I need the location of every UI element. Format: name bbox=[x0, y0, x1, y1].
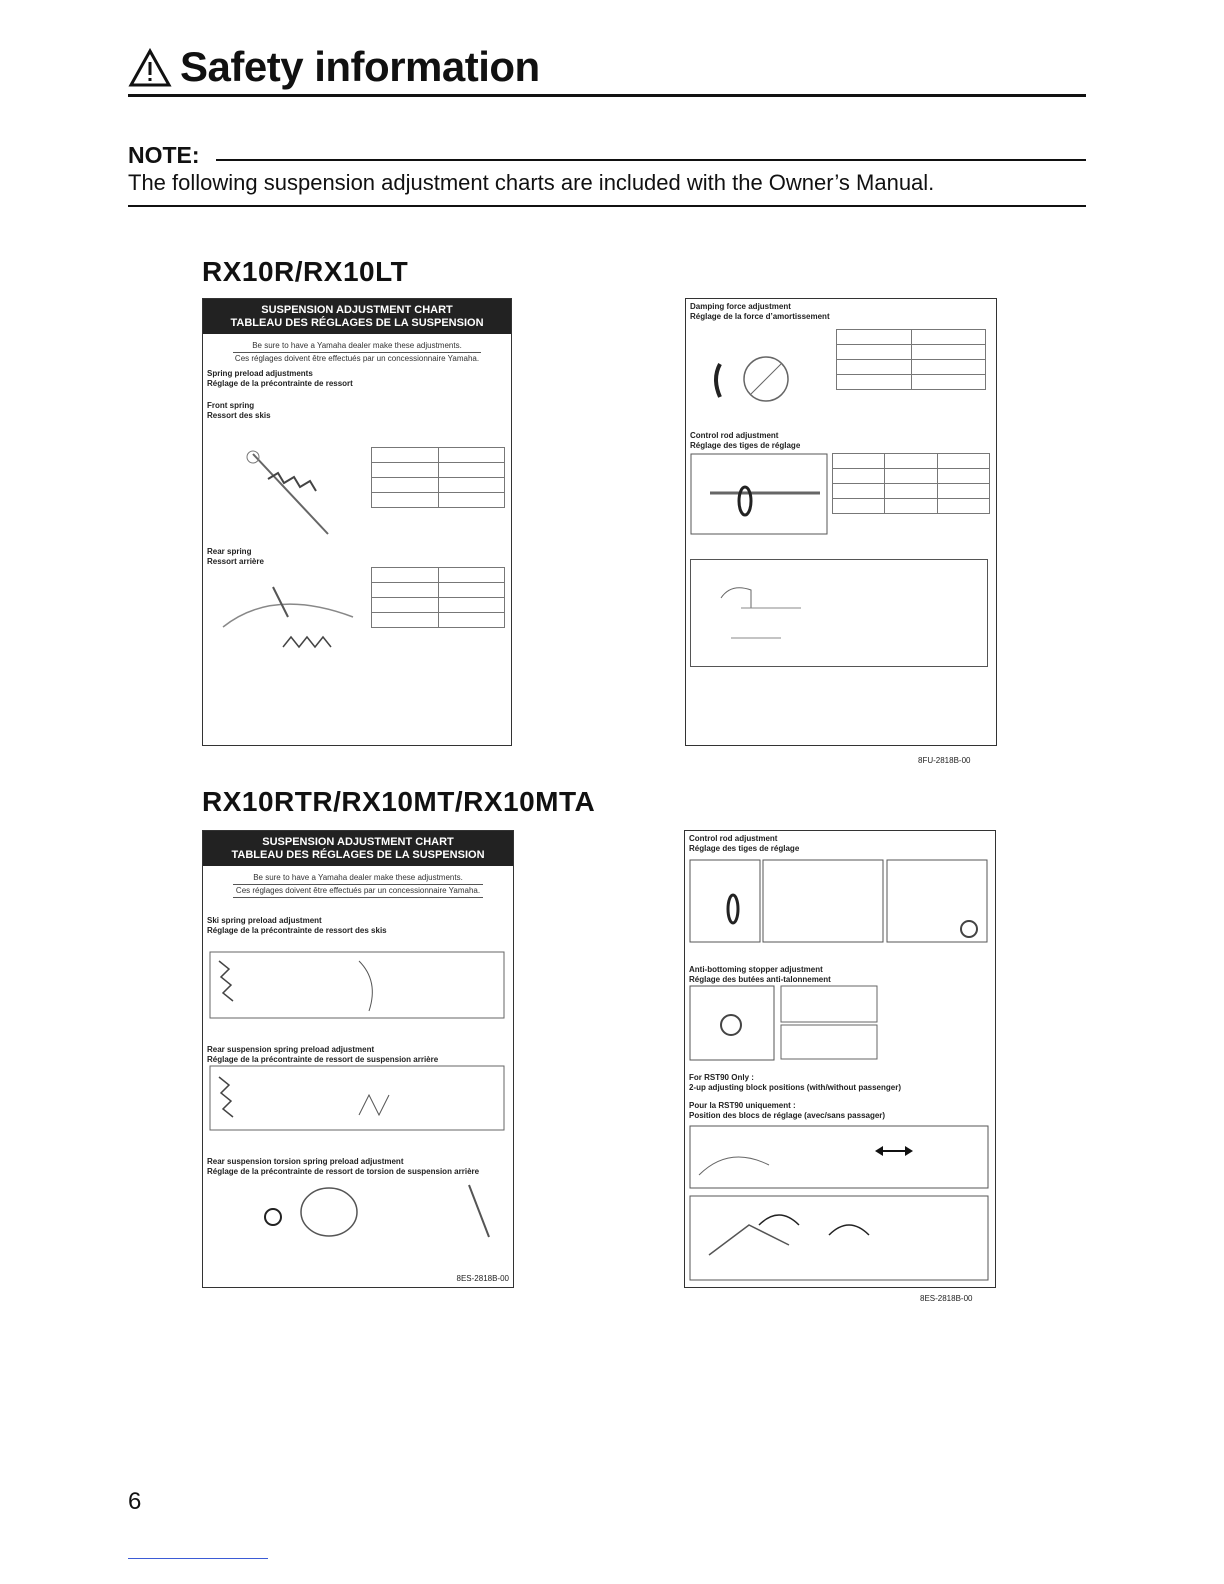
rear-susp-illustration bbox=[209, 1065, 505, 1131]
chart-title-fr: TABLEAU DES RÉGLAGES DE LA SUSPENSION bbox=[231, 849, 485, 861]
rear-spring-table bbox=[371, 567, 505, 628]
rear-spring-illustration bbox=[213, 567, 363, 657]
rear-susp-heading-fr: Réglage de la précontrainte de ressort de suspension arrière bbox=[207, 1055, 439, 1064]
ski-spring-heading-en: Ski spring preload adjustment bbox=[207, 916, 322, 925]
ski-spring-illustration bbox=[209, 951, 505, 1019]
damping-table bbox=[836, 329, 986, 390]
rear-susp-heading-en: Rear suspension spring preload adjustment bbox=[207, 1045, 375, 1054]
rear-spring-heading-en: Rear spring bbox=[207, 547, 252, 556]
chart-image-4 bbox=[684, 830, 996, 1288]
spring-preload-heading-fr: Réglage de la précontrainte de ressort bbox=[207, 379, 353, 388]
rst90-heading-en: For RST90 Only : bbox=[689, 1073, 754, 1082]
control-rod-heading-en: Control rod adjustment bbox=[690, 431, 779, 440]
chart-image-3 bbox=[202, 830, 514, 1288]
front-spring-heading-en: Front spring bbox=[207, 401, 255, 410]
rst90-heading-fr: Pour la RST90 uniquement : bbox=[689, 1101, 796, 1110]
adjuster-length-box bbox=[690, 559, 988, 667]
anti-bottoming-illustration bbox=[689, 985, 879, 1061]
section-header bbox=[128, 42, 1086, 97]
chart-title-en: SUSPENSION ADJUSTMENT CHART bbox=[262, 836, 454, 848]
rst90-heading-en-2: 2-up adjusting block positions (with/without passenger) bbox=[689, 1083, 902, 1092]
model-heading-2: RX10RTR/RX10MT/RX10MTA bbox=[202, 786, 596, 817]
damping-heading-fr: Réglage de la force d’amortissement bbox=[690, 312, 830, 321]
model-heading-1: RX10R/RX10LT bbox=[202, 256, 409, 287]
warning-triangle-icon bbox=[128, 48, 172, 88]
dealer-warning-fr: Ces réglages doivent être effectués par un concessionnaire Yamaha. bbox=[233, 885, 483, 898]
rst90-block-illustration bbox=[689, 1125, 989, 1189]
dealer-warning-fr: Ces réglages doivent être effectués par un concessionnaire Yamaha. bbox=[234, 354, 480, 363]
control-rod-illustration bbox=[690, 453, 830, 537]
torsion-heading-en: Rear suspension torsion spring preload adjustment bbox=[207, 1157, 404, 1166]
chart-title-en: SUSPENSION ADJUSTMENT CHART bbox=[261, 304, 453, 316]
page-title: Safety information bbox=[180, 43, 540, 90]
ski-spring-heading-fr: Réglage de la précontrainte de ressort des skis bbox=[207, 926, 387, 935]
control-rod-table bbox=[832, 453, 990, 514]
damping-dial-illustration bbox=[706, 339, 826, 419]
torsion-spring-illustration bbox=[209, 1177, 505, 1247]
rear-spring-heading-fr: Ressort arrière bbox=[207, 557, 264, 566]
damping-heading-en: Damping force adjustment bbox=[690, 302, 791, 311]
chart-header bbox=[203, 831, 513, 866]
control-rod-heading-fr: Réglage des tiges de réglage bbox=[689, 844, 800, 853]
control-rod-heading-en: Control rod adjustment bbox=[689, 834, 778, 843]
rst90-heading-fr-2: Position des blocs de réglage (avec/sans passager) bbox=[689, 1111, 886, 1120]
chart-header bbox=[203, 299, 511, 334]
page-number: 6 bbox=[128, 1488, 142, 1515]
note-divider bbox=[216, 159, 1086, 161]
rst90-steps-illustration bbox=[689, 1195, 989, 1281]
torsion-heading-fr: Réglage de la précontrainte de ressort de torsion de suspension arrière bbox=[207, 1167, 480, 1176]
footer-line bbox=[128, 1558, 268, 1559]
anti-bottoming-heading-en: Anti-bottoming stopper adjustment bbox=[689, 965, 823, 974]
chart-code-1: 8FU-2818B-00 bbox=[918, 756, 971, 765]
chart-code-3: 8ES-2818B-00 bbox=[456, 1274, 509, 1283]
adjuster-illustration bbox=[701, 568, 851, 658]
control-rod-heading-fr: Réglage des tiges de réglage bbox=[690, 441, 801, 450]
anti-bottoming-heading-fr: Réglage des butées anti-talonnement bbox=[689, 975, 831, 984]
chart-code-4: 8ES-2818B-00 bbox=[920, 1294, 973, 1303]
front-spring-illustration bbox=[233, 449, 353, 539]
control-rod-illustration bbox=[689, 859, 989, 945]
front-spring-table bbox=[371, 447, 505, 508]
front-spring-heading-fr: Ressort des skis bbox=[207, 411, 271, 420]
note-label: NOTE: bbox=[128, 142, 200, 168]
chart-image-2 bbox=[685, 298, 997, 746]
chart-title-fr: TABLEAU DES RÉGLAGES DE LA SUSPENSION bbox=[230, 317, 484, 329]
dealer-warning-en: Be sure to have a Yamaha dealer make these adjustments. bbox=[233, 340, 481, 353]
dealer-warning-en: Be sure to have a Yamaha dealer make these adjustments. bbox=[233, 872, 483, 885]
note-text: The following suspension adjustment charts are included with the Owner’s Manual. bbox=[128, 170, 935, 195]
note-bottom-rule bbox=[128, 205, 1086, 207]
spring-preload-heading-en: Spring preload adjustments bbox=[207, 369, 313, 378]
chart-image-1 bbox=[202, 298, 512, 746]
